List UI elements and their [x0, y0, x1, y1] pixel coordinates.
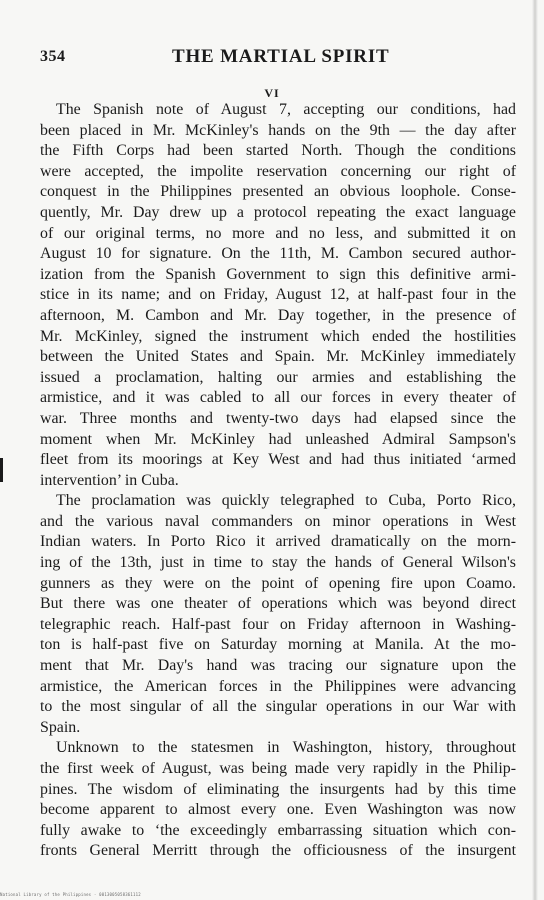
text-line: gunners as they were on the point of opening fire upon Coamo. — [40, 574, 516, 592]
paragraph-2 — [40, 491, 516, 738]
text-line: ization from the Spanish Government to sign this definitive armi- — [40, 265, 516, 283]
text-line: become apparent to almost every one. Even Washington was now — [40, 801, 516, 819]
text-line: Unknown to the statesmen in Washington, history, throughout — [56, 739, 516, 757]
body-text — [40, 100, 516, 862]
text-line: ment that Mr. Day's hand was tracing our signature upon the — [40, 657, 516, 675]
text-line: Spain. — [40, 718, 81, 736]
text-line: pines. The wisdom of eliminating the insurgents had by this time — [40, 780, 516, 798]
text-line: and the various naval commanders on minor operations in West — [40, 512, 516, 530]
text-line: armistice, the American forces in the Philippines were advancing — [40, 677, 516, 695]
running-head: THE MARTIAL SPIRIT — [172, 46, 390, 67]
text-line: Indian waters. In Porto Rico it arrived dramatically on the morn- — [40, 533, 516, 551]
text-line: the Fifth Corps had been started North. Though the conditions — [40, 142, 516, 160]
text-line: fronts General Merritt through the officiousness of the insurgent — [40, 842, 516, 860]
text-line: But there was one theater of operations which was beyond direct — [40, 595, 516, 613]
paragraph-1 — [40, 100, 516, 491]
text-line: August 10 for signature. On the 11th, M. Cambon secured author- — [40, 245, 516, 263]
text-line: telegraphic reach. Half-past four on Friday afternoon in Washing- — [40, 615, 516, 633]
text-line: to the most singular of all the singular operations in our War with — [40, 698, 516, 716]
margin-mark — [0, 458, 3, 482]
text-line: war. Three months and twenty-two days had elapsed since the — [40, 409, 516, 427]
text-line: issued a proclamation, halting our armies and establishing the — [40, 368, 516, 386]
text-line: fleet from its moorings at Key West and had thus initiated ‘armed — [40, 451, 516, 469]
page-gutter-shadow — [532, 0, 538, 900]
text-line: ing of the 13th, just in time to stay the hands of General Wilson's — [40, 554, 516, 572]
text-line: been placed in Mr. McKinley's hands on the 9th — the day after — [40, 121, 516, 139]
text-line: conquest in the Philippines presented an obvious loophole. Conse- — [40, 183, 516, 201]
paragraph-3 — [40, 738, 516, 862]
page-header — [40, 46, 524, 70]
text-line: ton is half-past five on Saturday morning at Manila. At the mo- — [40, 636, 516, 654]
text-line: of our original terms, no more and no less, and submitted it on — [40, 224, 516, 242]
text-line: stice in its name; and on Friday, August 12, at half-past four in the — [40, 286, 516, 304]
section-number: VI — [264, 86, 280, 100]
text-line: intervention’ in Cuba. — [40, 471, 179, 489]
text-line: fully awake to ‘the exceedingly embarrassing situation which con- — [40, 821, 516, 839]
text-line: the first week of August, was being made very rapidly in the Philip- — [40, 760, 516, 777]
text-line: moment when Mr. McKinley had unleashed Admiral Sampson's — [40, 430, 516, 448]
text-line: Mr. McKinley, signed the instrument which ended the hostilities — [40, 327, 516, 345]
text-line: The Spanish note of August 7, accepting our conditions, had — [56, 101, 516, 118]
text-line: between the United States and Spain. Mr. McKinley immediately — [40, 348, 516, 366]
scan-footer-note: National Library of the Philippines · 0013005058361112 — [0, 892, 141, 897]
text-line: were accepted, the impolite reservation concerning our right of — [40, 162, 516, 180]
text-line: armistice, and it was cabled to all our forces in every theater of — [40, 389, 516, 407]
text-line: quently, Mr. Day drew up a protocol repeating the exact language — [40, 203, 516, 221]
page-number: 354 — [40, 48, 66, 65]
text-line: The proclamation was quickly telegraphed to Cuba, Porto Rico, — [56, 492, 516, 510]
text-line: afternoon, M. Cambon and Mr. Day together, in the presence of — [40, 306, 516, 324]
